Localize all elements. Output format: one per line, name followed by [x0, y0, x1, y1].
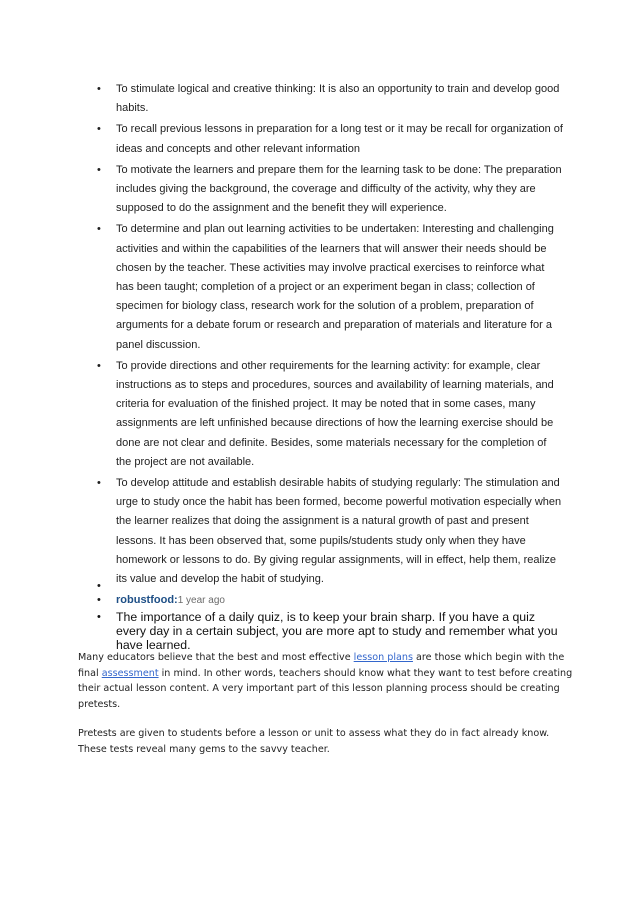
comment-author-link[interactable]: robustfood: — [116, 594, 178, 606]
paragraph-lesson-plans — [78, 650, 578, 712]
bullet-icon: • — [97, 83, 101, 95]
list-item — [0, 80, 638, 118]
list-item-empty — [0, 580, 638, 593]
comment-block — [0, 580, 638, 652]
bullet-icon: • — [97, 123, 101, 136]
list-item — [0, 220, 638, 354]
bullet-icon: • — [97, 223, 101, 236]
list-item — [0, 120, 638, 158]
list-item-text: To motivate the learners and prepare them for the learning task to be done: The preparation includes giving the background, the coverage and difficulty of the activity, why they are supposed to do the assignment and the benefit they will experience. — [116, 163, 562, 215]
comment-timestamp: 1 year ago — [177, 595, 225, 606]
list-item-text: To stimulate logical and creative thinking: It is also an opportunity to train and develop good habits. — [116, 83, 560, 115]
list-item-text: To determine and plan out learning activities to be undertaken: Interesting and challenging activities and within the capabilities of the learners that will answer their needs should be chosen by the teacher. These activities may involve practical exercises to reinforce what has been taught; completion of a project or an experiment began in class; collection of specimen for biology class, research work for the solution of a problem, preparation of arguments for a debate forum or research and preparation of materials and literature for a panel discussion. — [116, 223, 554, 351]
assessment-link[interactable]: assessment — [101, 667, 159, 679]
list-item-text: To recall previous lessons in preparation for a long test or it may be recall for organization of ideas and concepts and other relevant information — [116, 123, 563, 155]
paragraph-text: in mind. In other words, teachers should know what they want to test before creating their actual lesson content. A very important part of this lesson planning process should be creating pretests. — [78, 667, 573, 710]
comment-body — [0, 610, 638, 652]
list-item — [0, 161, 638, 219]
paragraph-text: are those which begin with the final — [78, 652, 565, 679]
objectives-list — [0, 80, 638, 591]
bullet-icon: • — [97, 477, 101, 490]
bullet-icon: • — [97, 163, 101, 176]
bullet-icon: • — [97, 611, 101, 623]
list-item — [0, 357, 638, 472]
paragraph-text: Many educators believe that the best and most effective — [78, 652, 354, 663]
lesson-plans-link[interactable]: lesson plans — [353, 652, 413, 663]
bullet-icon: • — [97, 594, 101, 606]
list-item — [0, 474, 638, 589]
comment-text: The importance of a daily quiz, is to keep your brain sharp. If you have a quiz every day in a certain subject, you are more apt to study and remember what you have learned. — [116, 610, 558, 652]
bullet-icon: • — [97, 580, 101, 592]
comment-header — [0, 593, 638, 608]
list-item-text: To provide directions and other requirements for the learning activity: for example, clear instructions as to steps and procedures, sources and availability of learning materials, and criteria for evaluation of the finished project. It may be noted that in some cases, many assignments are left unfinished because directions of how the learning exercise should be done are not clear and definite. Besides, some materials necessary for the completion of the project are not available. — [116, 359, 554, 468]
bullet-icon: • — [97, 359, 101, 372]
list-item-text: To develop attitude and establish desirable habits of studying regularly: The stimulation and urge to study once the habit has been formed, become powerful motivation especially when the learner realizes that doing the assignment is a natural growth of past and present lessons. It has been observed that, some pupils/students study only when they have homework or lessons to do. By giving regular assignments, will in effect, help them, realize its value and develop the habit of studying. — [116, 477, 562, 586]
paragraph-pretests: Pretests are given to students before a lesson or unit to assess what they do in fact already know. These tests reveal many gems to the savvy teacher. — [78, 728, 550, 755]
